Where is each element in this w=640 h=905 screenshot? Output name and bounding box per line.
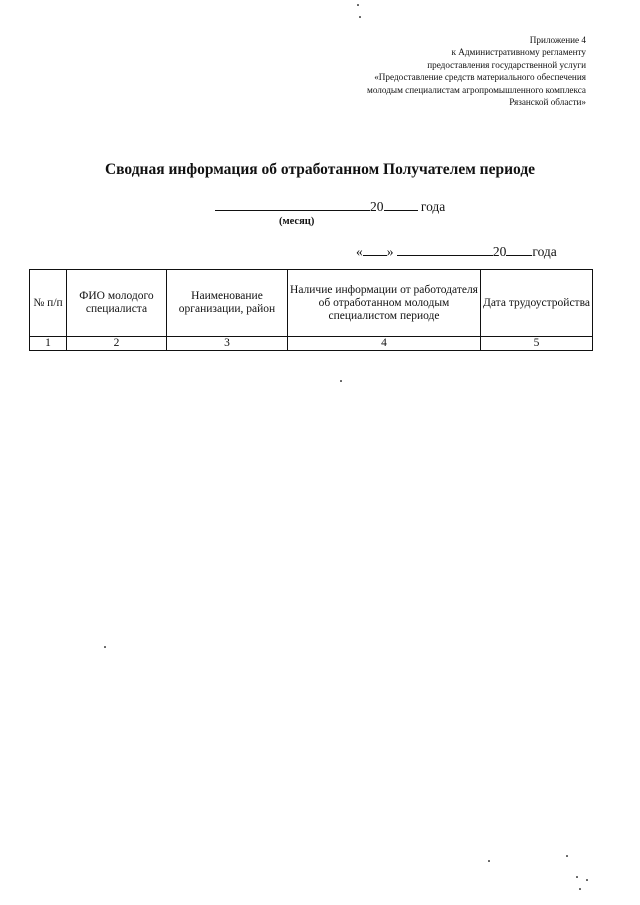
appendix-line: «Предоставление средств материального обеспечения xyxy=(374,72,586,83)
scan-speck xyxy=(340,380,342,382)
year-prefix: 20 xyxy=(370,199,384,214)
summary-table xyxy=(29,269,593,351)
header-number: № п/п xyxy=(30,270,67,337)
year-blank xyxy=(506,242,532,256)
appendix-line: молодым специалистам агропромышленного комплекса xyxy=(367,84,586,95)
year-suffix: года xyxy=(532,244,557,259)
scan-speck xyxy=(566,855,568,857)
appendix-line: Рязанской области» xyxy=(509,97,586,108)
scan-speck xyxy=(104,646,106,648)
scan-speck xyxy=(579,888,581,890)
day-blank xyxy=(363,242,387,256)
open-quote: « xyxy=(356,244,363,259)
header-organization: Наименование организации, район xyxy=(167,270,288,337)
scan-speck xyxy=(359,16,361,18)
appendix-line: предоставления государственной услуги xyxy=(427,59,586,70)
scan-speck xyxy=(488,860,490,862)
table-row xyxy=(30,337,593,351)
document-title: Сводная информация об отработанном Получателем периоде xyxy=(104,161,536,178)
scan-speck xyxy=(357,4,359,6)
column-number-1: 1 xyxy=(30,337,67,351)
header-employment-date: Дата трудоустройства xyxy=(481,270,593,337)
header-employer-info: Наличие информации от работодателя об отработанном молодым специалистом периоде xyxy=(288,270,481,337)
scan-speck xyxy=(576,876,578,878)
column-number-4: 4 xyxy=(288,337,481,351)
appendix-block xyxy=(266,34,586,108)
appendix-line: Приложение 4 xyxy=(529,35,586,45)
column-number-5: 5 xyxy=(481,337,593,351)
appendix-line: к Административному регламенту xyxy=(451,47,586,58)
month-year-line xyxy=(215,197,445,215)
column-number-2: 2 xyxy=(67,337,167,351)
scan-speck xyxy=(586,879,588,881)
column-number-3: 3 xyxy=(167,337,288,351)
date-line xyxy=(356,242,557,260)
header-full-name: ФИО молодого специалиста xyxy=(67,270,167,337)
month-blank xyxy=(397,242,493,256)
month-caption: (месяц) xyxy=(279,216,315,227)
table-header-row xyxy=(30,270,593,337)
year-prefix: 20 xyxy=(492,244,507,259)
close-quote: » xyxy=(386,244,394,259)
year-suffix: года xyxy=(420,199,446,214)
year-blank xyxy=(384,197,418,211)
month-blank xyxy=(215,197,370,211)
